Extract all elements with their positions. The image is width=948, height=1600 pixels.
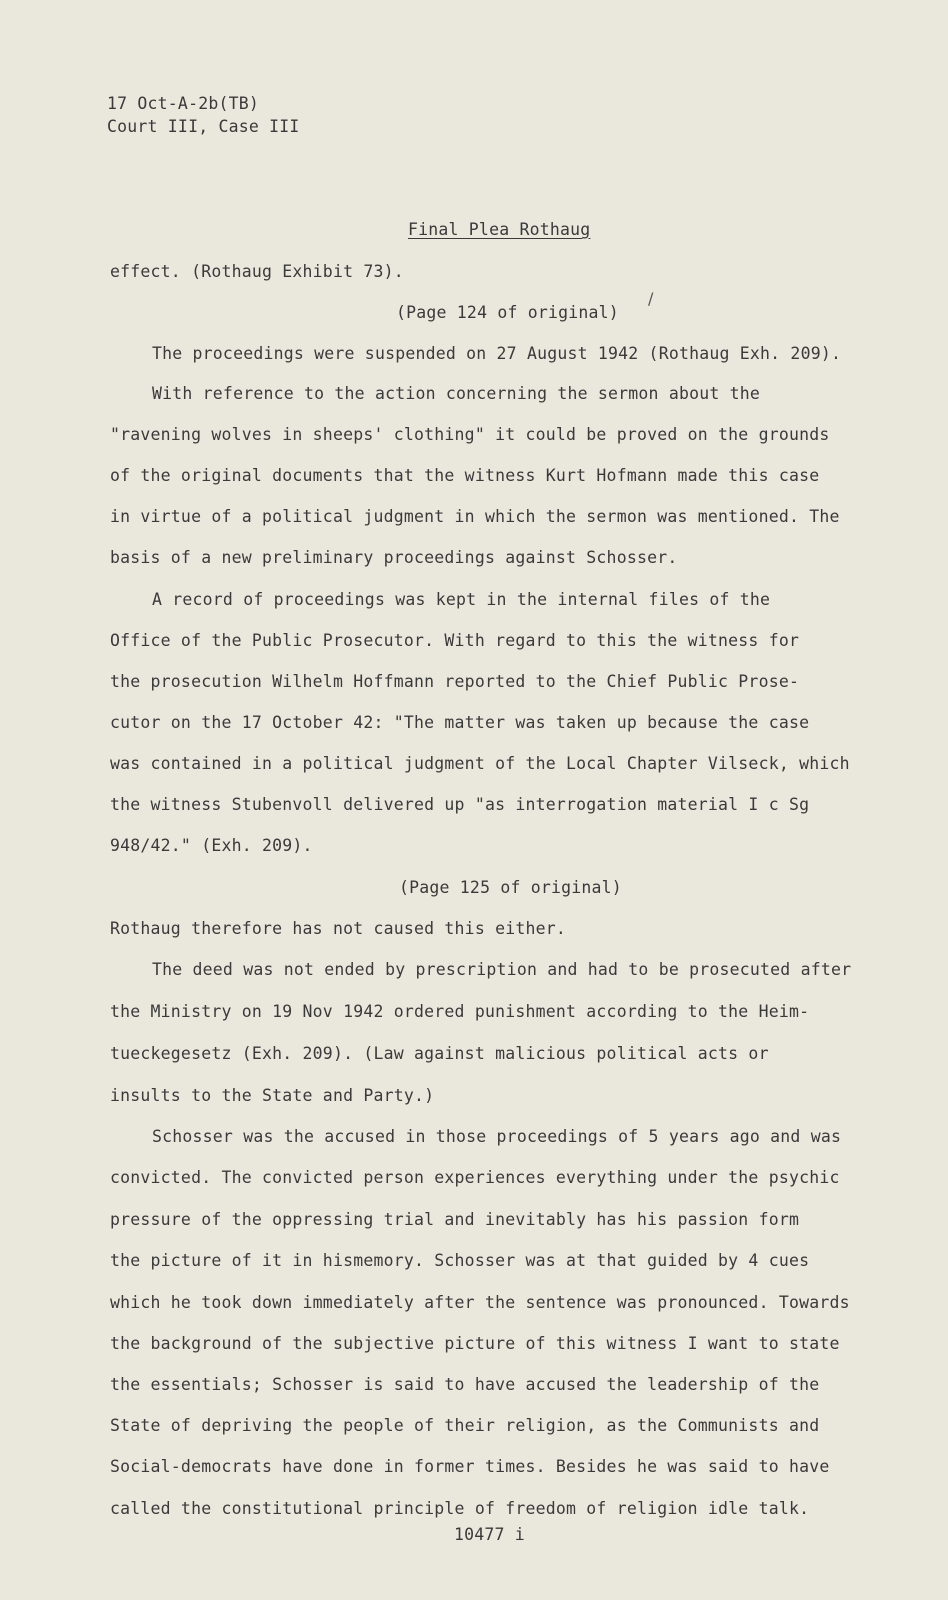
body-line: which he took down immediately after the sentence was pronounced. Towards xyxy=(110,1293,850,1312)
page-reference-125: (Page 125 of original) xyxy=(399,878,622,897)
body-line: With reference to the action concerning the sermon about the xyxy=(152,384,761,403)
body-line: called the constitutional principle of freedom of religion idle talk. xyxy=(110,1499,810,1518)
page-number: 10477 i xyxy=(454,1525,525,1544)
body-line: State of depriving the people of their religion, as the Communists and xyxy=(110,1416,820,1435)
body-line: was contained in a political judgment of the Local Chapter Vilseck, which xyxy=(110,754,850,773)
body-line: the witness Stubenvoll delivered up "as interrogation material I c Sg xyxy=(110,795,810,814)
body-line: Office of the Public Prosecutor. With regard to this the witness for xyxy=(110,631,800,650)
body-line: pressure of the oppressing trial and inevitably has his passion form xyxy=(110,1210,800,1229)
body-line: Rothaug therefore has not caused this either. xyxy=(110,919,567,938)
body-line: convicted. The convicted person experiences everything under the psychic xyxy=(110,1168,840,1187)
body-line: Schosser was the accused in those proceedings of 5 years ago and was xyxy=(152,1127,842,1146)
body-line: the Ministry on 19 Nov 1942 ordered punishment according to the Heim- xyxy=(110,1002,810,1021)
body-line: in virtue of a political judgment in which the sermon was mentioned. The xyxy=(110,507,840,526)
margin-tick-mark: / xyxy=(648,289,654,308)
document-title: Final Plea Rothaug xyxy=(408,220,591,239)
body-line: cutor on the 17 October 42: "The matter was taken up because the case xyxy=(110,713,810,732)
body-line: of the original documents that the witness Kurt Hofmann made this case xyxy=(110,466,820,485)
reference-line-2: Court III, Case III xyxy=(107,117,300,136)
body-line: the picture of it in hismemory. Schosser was at that guided by 4 cues xyxy=(110,1251,810,1270)
body-line: basis of a new preliminary proceedings against Schosser. xyxy=(110,548,678,567)
body-line: effect. (Rothaug Exhibit 73). xyxy=(110,262,404,281)
body-line: the prosecution Wilhelm Hoffmann reported to the Chief Public Prose- xyxy=(110,672,800,691)
body-line: tueckegesetz (Exh. 209). (Law against malicious political acts or xyxy=(110,1044,769,1063)
body-line: Social-democrats have done in former times. Besides he was said to have xyxy=(110,1457,830,1476)
body-line: the background of the subjective picture of this witness I want to state xyxy=(110,1334,840,1353)
body-line: The proceedings were suspended on 27 August 1942 (Rothaug Exh. 209). xyxy=(152,344,842,363)
page-reference-124: (Page 124 of original) xyxy=(396,303,619,322)
body-line: the essentials; Schosser is said to have accused the leadership of the xyxy=(110,1375,820,1394)
body-line: A record of proceedings was kept in the internal files of the xyxy=(152,590,771,609)
reference-line-1: 17 Oct-A-2b(TB) xyxy=(107,94,260,113)
body-line: "ravening wolves in sheeps' clothing" it could be proved on the grounds xyxy=(110,425,830,444)
body-line: 948/42." (Exh. 209). xyxy=(110,836,313,855)
body-line: insults to the State and Party.) xyxy=(110,1086,435,1105)
body-line: The deed was not ended by prescription and had to be prosecuted after xyxy=(152,960,852,979)
